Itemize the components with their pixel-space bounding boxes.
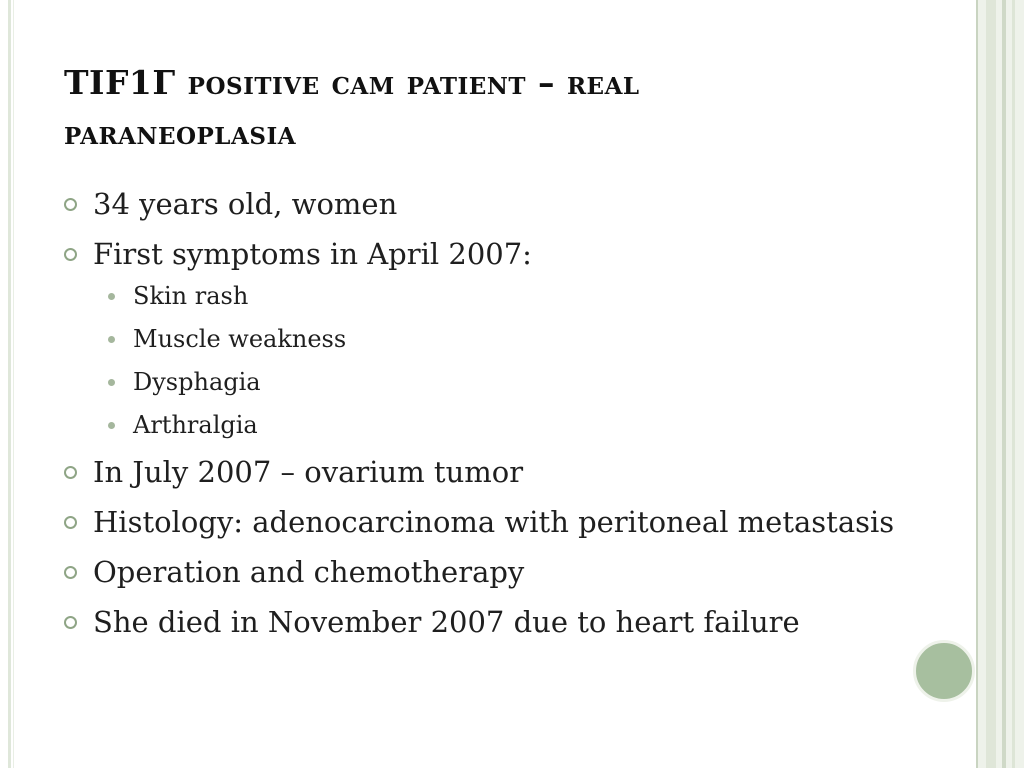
- band-stripe: [1002, 0, 1006, 768]
- ring-bullet-icon: [64, 198, 77, 211]
- ring-bullet-icon: [64, 616, 77, 629]
- slide-content: [64, 184, 904, 652]
- bullet-item: [64, 502, 904, 542]
- bullet-text: Operation and chemotherapy: [93, 555, 525, 589]
- dot-bullet-icon: [108, 336, 115, 343]
- sub-bullet-item: [64, 323, 904, 355]
- sub-bullet-item: [64, 366, 904, 398]
- sub-bullet-text: Muscle weakness: [133, 325, 347, 353]
- bullet-item: [64, 184, 904, 224]
- dot-bullet-icon: [108, 293, 115, 300]
- band-stripe: [1012, 0, 1015, 768]
- sub-bullet-text: Skin rash: [133, 282, 249, 310]
- ring-bullet-icon: [64, 248, 77, 261]
- decorative-circle: [913, 640, 975, 702]
- ring-bullet-icon: [64, 566, 77, 579]
- sub-bullet-item: [64, 409, 904, 441]
- bullet-text: 34 years old, women: [93, 187, 398, 221]
- dot-bullet-icon: [108, 422, 115, 429]
- bullet-text: In July 2007 – ovarium tumor: [93, 455, 524, 489]
- right-decorative-band: [976, 0, 1024, 768]
- sub-bullet-text: Arthralgia: [133, 411, 258, 439]
- band-stripe: [986, 0, 996, 768]
- bullet-item: [64, 234, 904, 274]
- bullet-item: [64, 552, 904, 592]
- slide-title: [64, 58, 864, 158]
- left-frame-line: [8, 0, 11, 768]
- bullet-item: [64, 602, 904, 642]
- bullet-text: First symptoms in April 2007:: [93, 237, 532, 271]
- bullet-item: [64, 452, 904, 492]
- sub-bullet-item: [64, 280, 904, 312]
- bullet-text: She died in November 2007 due to heart failure: [93, 605, 800, 639]
- sub-bullet-list: [64, 280, 904, 441]
- bullet-text: Histology: adenocarcinoma with peritoneal metastasis: [93, 505, 895, 539]
- ring-bullet-icon: [64, 516, 77, 529]
- title-lead: TIF1Г: [64, 63, 176, 102]
- dot-bullet-icon: [108, 379, 115, 386]
- title-rest: positive cam patient – real paraneoplasia: [64, 63, 640, 152]
- left-frame-line-inner: [13, 0, 14, 768]
- sub-bullet-text: Dysphagia: [133, 368, 261, 396]
- ring-bullet-icon: [64, 466, 77, 479]
